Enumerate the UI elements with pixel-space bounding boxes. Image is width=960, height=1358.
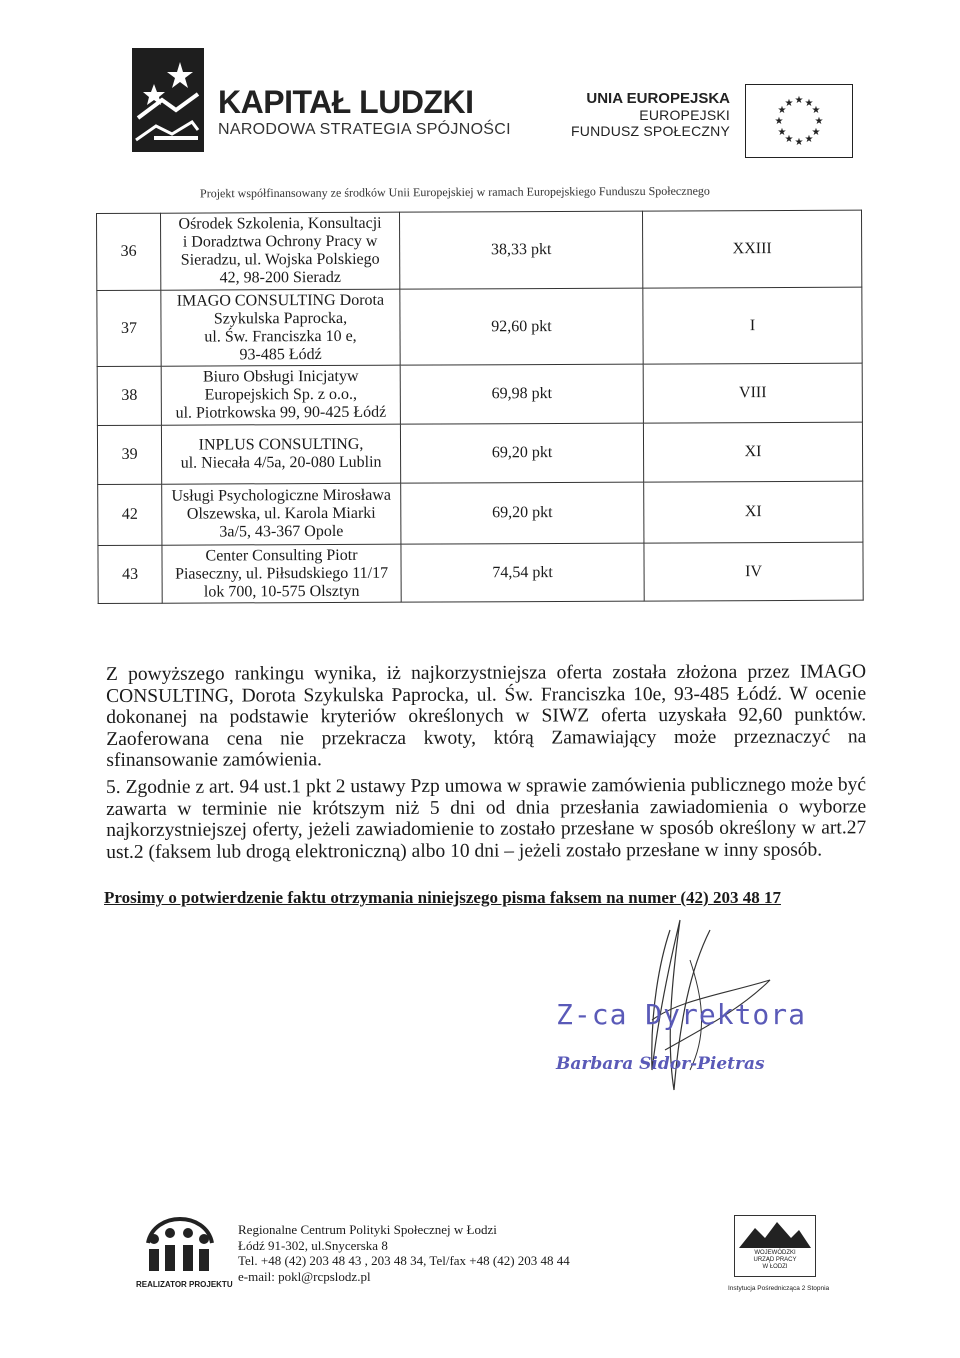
contractor-line: Center Consulting Piotr [205, 546, 358, 565]
table-row [98, 481, 863, 545]
offer-number-cell: 42 [98, 484, 162, 545]
stamp-title: Z-ca Dyrektora [556, 998, 807, 1031]
points-cell: 38,33 pkt [399, 211, 642, 289]
contractor-cell [162, 483, 401, 545]
footer-line-phone: Tel. +48 (42) 203 48 43 , 203 48 34, Tel/fax +48 (42) 203 48 44 [238, 1253, 570, 1268]
points-cell: 74,54 pkt [401, 543, 644, 602]
eu-flag-icon [745, 84, 853, 158]
project-realizer-logo-icon [140, 1205, 220, 1287]
wup-text-line2: URZĄD PRACY [753, 1257, 797, 1263]
paragraph-ranking-result: Z powyższego rankingu wynika, iż najkorzystniejsza oferta została złożona przez IMAGO CONSULTING, Dorota Szykulska Paprocka, ul. Św. Franciszka 10e, 93-485 Łódź. W ocenie dokonanej na podstawie kryteriów określonych w SIWZ oferta uzyskała 92,60 punktów. Zaoferowana cena nie przekracza kwoty, którą Zamawiający może przeznaczyć na sfinansowanie zamówienia. [106, 661, 867, 771]
kapital-ludzki-title: KAPITAŁ LUDZKI [218, 84, 474, 120]
svg-text:★: ★ [804, 134, 814, 145]
rank-cell: I [643, 287, 862, 364]
offer-number-cell: 36 [97, 213, 161, 290]
svg-text:★: ★ [804, 98, 814, 109]
eu-label [571, 90, 730, 139]
footer-line-address: Łódź 91-302, ul.Snycerska 8 [238, 1237, 388, 1253]
wup-caption: Instytucja Pośrednicząca 2 Stopnia [728, 1285, 830, 1292]
eu-label-line3: FUNDUSZ SPOŁECZNY [571, 123, 730, 139]
rank-cell: IV [644, 542, 863, 601]
points-cell: 69,20 pkt [400, 423, 643, 483]
eu-label-line2: EUROPEJSKI [639, 107, 730, 123]
contractor-line: Europejskich Sp. z o.o., [204, 385, 358, 404]
points-cell: 69,20 pkt [401, 482, 644, 544]
points-cell: 69,98 pkt [400, 364, 643, 424]
project-cofinancing-line: Projekt współfinansowany ze środków Unii Europejskiej w ramach Europejskiego Funduszu Społecznego [199, 183, 710, 201]
ranking-table-body [97, 210, 864, 603]
svg-text:★: ★ [814, 116, 824, 127]
table-row [97, 422, 862, 484]
contractor-line: 93-485 Łódź [239, 345, 322, 363]
ranking-table [96, 210, 864, 604]
points-cell: 92,60 pkt [400, 288, 643, 365]
svg-text:★: ★ [811, 105, 821, 116]
svg-text:★: ★ [777, 127, 787, 138]
contractor-cell [162, 544, 401, 603]
table-row [97, 287, 862, 366]
kapital-ludzki-logo [132, 48, 204, 152]
svg-text:★: ★ [784, 98, 794, 109]
contractor-cell [161, 424, 400, 484]
svg-text:★: ★ [794, 95, 804, 106]
footer-address [238, 1222, 570, 1284]
svg-text:★: ★ [811, 127, 821, 138]
rank-cell: XXIII [642, 210, 861, 288]
contractor-line: ul. Niecała 4/5a, 20-080 Lublin [180, 453, 382, 472]
svg-text:★: ★ [774, 116, 784, 127]
contractor-cell [161, 289, 400, 366]
stamp-name: Barbara Sidor-Pietras [556, 1054, 765, 1074]
contractor-line: Olszewska, ul. Karola Miarki [186, 504, 376, 523]
contractor-cell [161, 365, 400, 425]
contractor-line: ul. Św. Franciszka 10 e, [204, 327, 357, 346]
contractor-line: 3a/5, 43-367 Opole [219, 522, 344, 541]
offer-number-cell: 43 [98, 545, 162, 603]
paragraph-contract-terms: 5. Zgodnie z art. 94 ust.1 pkt 2 ustawy Pzp umowa w sprawie zamówienia publicznego może być zawarta w terminie nie krótszym niż 5 dni od dnia przesłania zawiadomienia o wyborze najkorzystniejszej oferty, jeżeli zawiadomienie to zostało przesłane w sposób określony w art.27 ust.2 (faksem lub drogą elektroniczną) albo 10 dni – jeżeli zostało przesłane w inny sposób. [106, 774, 867, 863]
contractor-line: Ośrodek Szkolenia, Konsultacji [178, 214, 382, 233]
fax-confirmation-notice: Prosimy o potwierdzenie faktu otrzymania niniejszego pisma faksem na numer (42) 203 48 17 [104, 888, 781, 907]
contractor-line: lok 700, 10-575 Olsztyn [203, 582, 360, 601]
offer-number-cell: 39 [97, 425, 161, 484]
offer-number-cell: 37 [97, 290, 161, 366]
project-realizer-caption: REALIZATOR PROJEKTU [136, 1280, 233, 1289]
contractor-line: IMAGO CONSULTING Dorota [176, 291, 385, 310]
contractor-line: ul. Piotrkowska 99, 90-425 Łódź [175, 403, 387, 422]
contractor-line: Usługi Psychologiczne Mirosława [171, 486, 392, 505]
kapital-ludzki-subtitle: NARODOWA STRATEGIA SPÓJNOŚCI [218, 121, 511, 138]
table-row [97, 363, 862, 425]
contractor-line: Piaseczny, ul. Piłsudskiego 11/17 [175, 564, 389, 583]
contractor-line: Szykulska Paprocka, [213, 309, 348, 327]
table-row [97, 210, 862, 290]
rank-cell: VIII [643, 363, 862, 423]
contractor-cell [161, 212, 400, 290]
wup-mountain-icon [735, 1220, 815, 1250]
footer-line-email: e-mail: pokl@rcpslodz.pl [238, 1268, 371, 1284]
contractor-line: Sieradzu, ul. Wojska Polskiego [180, 250, 380, 269]
contractor-line: 42, 98-200 Sieradz [219, 268, 341, 287]
svg-text:★: ★ [777, 105, 787, 116]
wup-logo [734, 1215, 816, 1277]
table-row [98, 542, 863, 603]
wup-text-line3: W ŁODZI [762, 1264, 788, 1270]
contractor-line: INPLUS CONSULTING, [198, 435, 364, 454]
rank-cell: XI [644, 481, 863, 543]
offer-number-cell: 38 [97, 366, 161, 425]
contractor-line: i Doradztwa Ochrony Pracy w [182, 232, 378, 251]
footer-line-institution: Regionalne Centrum Polityki Społecznej w Łodzi [238, 1222, 497, 1237]
wup-text-line1: WOJEWÓDZKI [754, 1250, 796, 1256]
svg-text:★: ★ [794, 137, 804, 148]
contractor-line: Biuro Obsługi Inicjatyw [202, 367, 359, 386]
eu-label-line1: UNIA EUROPEJSKA [586, 90, 730, 107]
svg-text:★: ★ [784, 134, 794, 145]
rank-cell: XI [643, 422, 862, 482]
